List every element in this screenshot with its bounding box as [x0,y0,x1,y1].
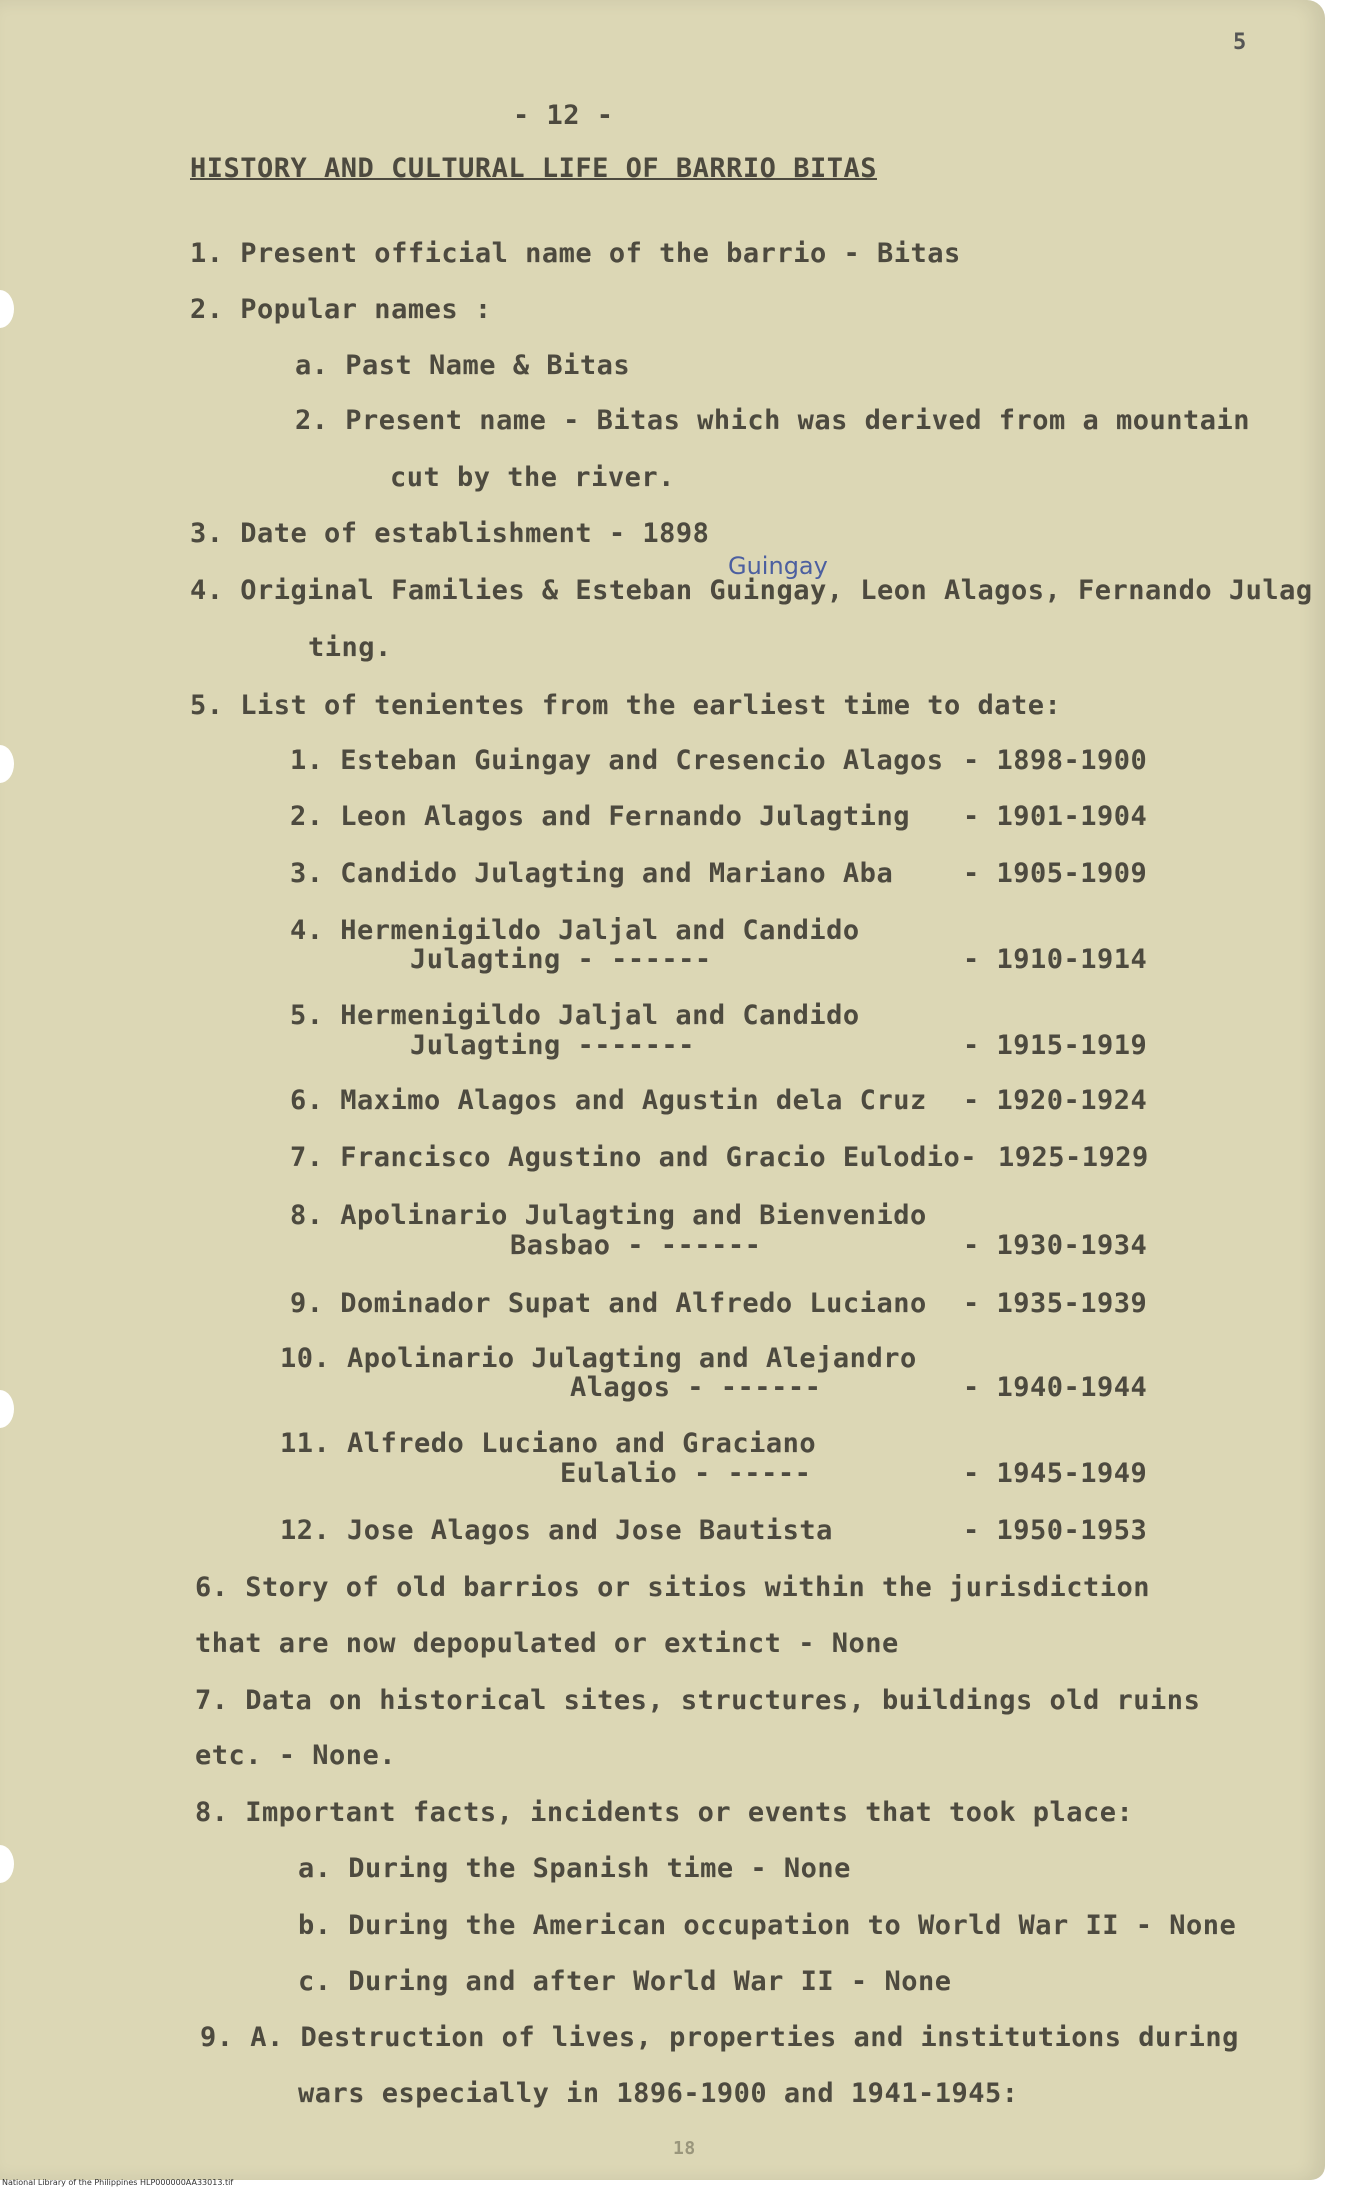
item-4-cont: ting. [308,632,392,663]
item-2a: a. Past Name & Bitas [295,350,631,381]
teniente-row-1-names: 1. Esteban Guingay and Cresencio Alagos [290,745,944,776]
teniente-row-12-years: - 1950-1953 [963,1515,1148,1546]
teniente-row-10-years: - 1940-1944 [963,1372,1148,1403]
teniente-row-5-names: 5. Hermenigildo Jaljal and Candido [290,1000,860,1031]
item-6-cont: that are now depopulated or extinct - None [195,1628,899,1659]
punch-hole [0,290,14,328]
item-8a: a. During the Spanish time - None [298,1853,851,1884]
item-7: 7. Data on historical sites, structures, buildings old ruins [195,1685,1201,1716]
teniente-row-3-years: - 1905-1909 [963,858,1148,889]
teniente-row-6-years: - 1920-1924 [963,1085,1148,1116]
page-number: - 12 - [513,100,614,131]
teniente-row-9-years: - 1935-1939 [963,1288,1148,1319]
teniente-row-8-years: - 1930-1934 [963,1230,1148,1261]
item-9: 9. A. Destruction of lives, properties and institutions during [200,2022,1239,2053]
item-8: 8. Important facts, incidents or events that took place: [195,1797,1134,1828]
item-3: 3. Date of establishment - 1898 [190,518,710,549]
teniente-row-11-years: - 1945-1949 [963,1458,1148,1489]
teniente-row-2-years: - 1901-1904 [963,801,1148,832]
teniente-row-3-names: 3. Candido Julagting and Mariano Aba [290,858,894,889]
teniente-row-10-cont: Alagos - ------ [570,1372,822,1403]
teniente-row-7-years: 1925-1929 [998,1142,1149,1173]
teniente-row-4-names: 4. Hermenigildo Jaljal and Candido [290,915,860,946]
teniente-row-8-names: 8. Apolinario Julagting and Bienvenido [290,1200,927,1231]
teniente-row-12-names: 12. Jose Alagos and Jose Bautista [280,1515,833,1546]
item-2: 2. Popular names : [190,294,492,325]
bottom-mark: 18 [673,2138,696,2159]
teniente-row-5-cont: Julagting ------- [410,1030,695,1061]
teniente-row-2-names: 2. Leon Alagos and Fernando Julagting [290,801,910,832]
scan-margin [1325,0,1348,2189]
teniente-row-11-cont: Eulalio - ----- [560,1458,812,1489]
item-6: 6. Story of old barrios or sitios within the jurisdiction [195,1572,1151,1603]
punch-hole [0,1390,14,1428]
punch-hole [0,745,14,783]
corner-mark: 5 [1233,30,1247,55]
item-8b: b. During the American occupation to World War II - None [298,1910,1237,1941]
item-4: 4. Original Families & Esteban Guingay, Leon Alagos, Fernando Julag [190,575,1313,606]
page-title: HISTORY AND CULTURAL LIFE OF BARRIO BITAS [190,153,877,184]
teniente-row-9-names: 9. Dominador Supat and Alfredo Luciano [290,1288,927,1319]
teniente-row-8-cont: Basbao - ------ [510,1230,762,1261]
item-8c: c. During and after World War II - None [298,1966,952,1997]
punch-hole [0,1845,14,1883]
item-9-cont: wars especially in 1896-1900 and 1941-1945: [298,2078,1019,2109]
item-5: 5. List of tenientes from the earliest time to date: [190,690,1062,721]
scan-footer: National Library of the Philippines HLP000000AA33013.tif [2,2178,234,2187]
item-2b: 2. Present name - Bitas which was derived from a mountain [295,405,1251,436]
item-7-cont: etc. - None. [195,1740,397,1771]
item-1: 1. Present official name of the barrio - Bitas [190,238,961,269]
teniente-row-10-names: 10. Apolinario Julagting and Alejandro [280,1343,917,1374]
item-2b-cont: cut by the river. [390,462,675,493]
teniente-row-6-names: 6. Maximo Alagos and Agustin dela Cruz [290,1085,927,1116]
teniente-row-11-names: 11. Alfredo Luciano and Graciano [280,1428,817,1459]
teniente-row-7-names: 7. Francisco Agustino and Gracio Eulodio- [290,1142,977,1173]
teniente-row-5-years: - 1915-1919 [963,1030,1148,1061]
teniente-row-1-years: - 1898-1900 [963,745,1148,776]
handwritten-correction: Guingay [728,552,828,580]
teniente-row-4-years: - 1910-1914 [963,944,1148,975]
teniente-row-4-cont: Julagting - ------ [410,944,712,975]
